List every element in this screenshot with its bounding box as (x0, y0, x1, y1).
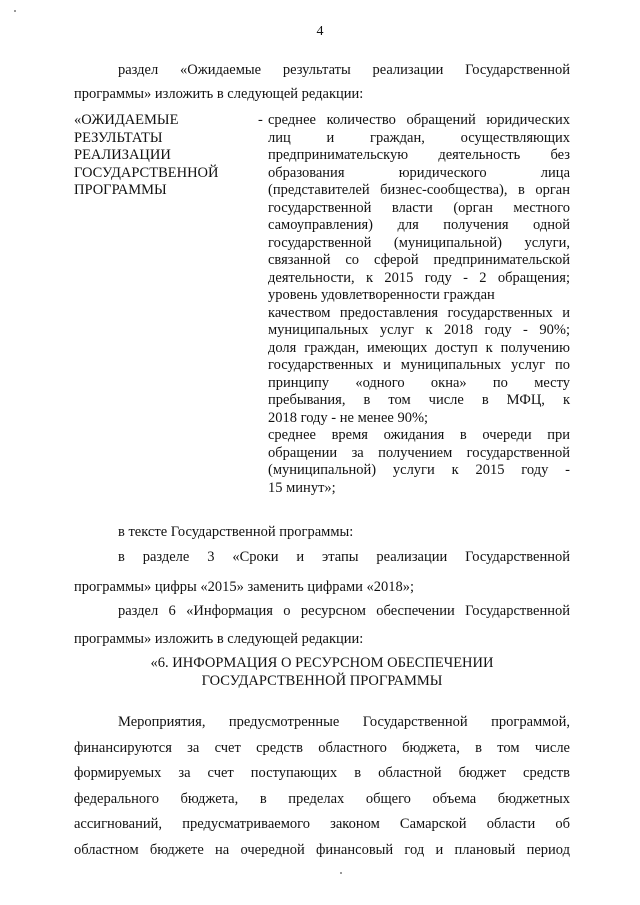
section-heading (74, 654, 570, 690)
intro-paragraph (74, 58, 570, 106)
passport-text-line: предпринимательскую деятельность без (268, 147, 570, 163)
passport-text-line: самоуправления) для получения одной (268, 217, 570, 233)
passport-title (74, 112, 244, 200)
passport-text-line: обращении за получением государственной (268, 444, 570, 461)
passport-text-line: государственной (муниципальной) услуги, (268, 234, 570, 251)
section-heading-line: ГОСУДАРСТВЕННОЙ ПРОГРАММЫ (201, 673, 443, 689)
passport-text-line: связанной со сферой предпринимательской (268, 252, 570, 268)
passport-dash: - (258, 112, 263, 128)
passport-text-line: (представителей бизнес-сообщества), в орган (268, 182, 570, 198)
section6-line: программы» изложить в следующей редакции: (74, 631, 364, 647)
passport-text-line: качеством предоставления государственных и (268, 304, 570, 321)
intro-line: раздел «Ожидаемые результаты реализации Государственной (118, 62, 570, 78)
passport-title-line: ПРОГРАММЫ (74, 182, 167, 198)
body-line: Мероприятия, предусмотренные Государственной программой, (118, 714, 570, 730)
passport-text-line: доля граждан, имеющих доступ к получению (268, 339, 570, 356)
passport-text-line: лиц и граждан, осуществляющих (268, 129, 570, 146)
passport-title-line: РЕАЛИЗАЦИИ (74, 147, 171, 163)
section6-line: раздел 6 «Информация о ресурсном обеспечении Государственной (118, 603, 570, 619)
section3-line: программы» цифры «2015» заменить цифрами «2018»; (74, 579, 415, 595)
passport-text-line: 2018 году - не менее 90%; (268, 409, 429, 426)
intro-line: программы» изложить в следующей редакции: (74, 86, 364, 102)
passport-text-line: уровень удовлетворенности граждан (268, 287, 495, 303)
body-line: областном бюджете на очередной финансовый год и плановый период (74, 841, 570, 858)
passport-text-line: принципу «одного окна» по месту (268, 374, 570, 391)
passport-text (268, 112, 570, 497)
body-line: ассигнований, предусматриваемого законом Самарской области об (74, 816, 570, 832)
paragraph-section6 (74, 599, 570, 651)
passport-text-line: среднее количество обращений юридических (268, 112, 570, 128)
passport-text-line: среднее время ожидания в очереди при (268, 427, 570, 443)
paragraph-section3 (74, 545, 570, 599)
passport-title-line: ГОСУДАРСТВЕННОЙ (74, 164, 219, 181)
section3-line: в разделе 3 «Сроки и этапы реализации Государственной (118, 549, 570, 565)
paragraph-text-changes: в тексте Государственной программы: (118, 524, 354, 540)
passport-text-line: государственной власти (орган местного (268, 199, 570, 216)
passport-text-line: 15 минут»; (268, 479, 336, 496)
scan-speck (340, 872, 342, 874)
passport-text-line: пребывания, в том числе в МФЦ, к (268, 392, 570, 408)
passport-title-line: РЕЗУЛЬТАТЫ (74, 129, 163, 146)
passport-title-line: «ОЖИДАЕМЫЕ (74, 112, 179, 128)
body-paragraph (74, 710, 570, 863)
passport-text-line: государственных и муниципальных услуг по (268, 357, 570, 373)
passport-text-line: образования юридического лица (268, 164, 570, 181)
passport-text-line: деятельности, к 2015 году - 2 обращения; (268, 269, 570, 286)
body-line: формируемых за счет поступающих в областной бюджет средств (74, 765, 570, 781)
body-line: федерального бюджета, в пределах общего объема бюджетных (74, 790, 570, 807)
passport-text-line: муниципальных услуг к 2018 году - 90%; (268, 322, 570, 338)
passport-text-line: (муниципальной) услуги к 2015 году - (268, 462, 570, 478)
section-heading-line: «6. ИНФОРМАЦИЯ О РЕСУРСНОМ ОБЕСПЕЧЕНИИ (150, 655, 494, 671)
body-line: финансируются за счет средств областного бюджета, в том числе (74, 739, 570, 756)
page-number: 4 (316, 24, 324, 39)
scan-speck (14, 10, 16, 12)
